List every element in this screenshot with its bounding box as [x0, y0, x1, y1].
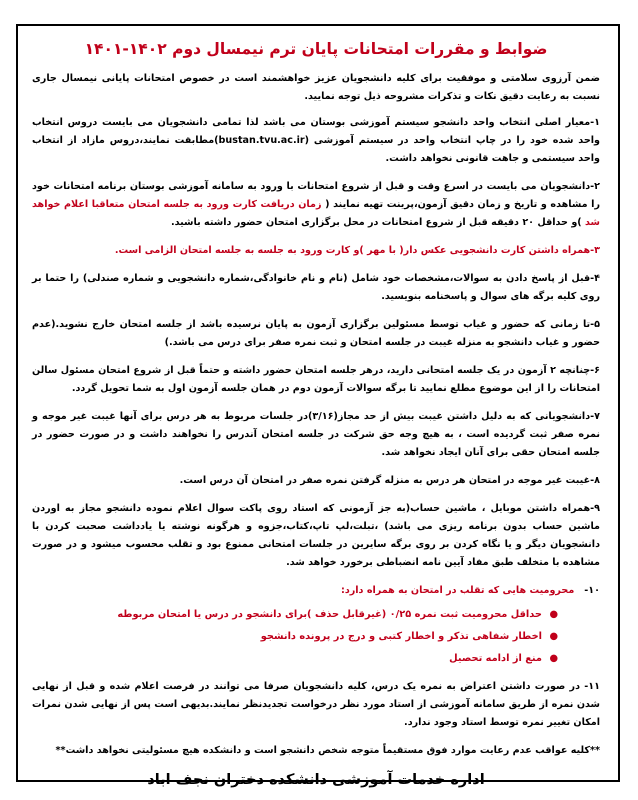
rule-2 [32, 178, 600, 232]
penalty-item [32, 604, 558, 626]
rule-6: ۶-چنانچه ۲ آزمون در یک جلسه امتحانی دارید، درهر جلسه امتحان حضور داشته و حتماً قبل از شروع امتحان مسئول سالن امتحانات را از این موضوع مطلع نمایید تا برگه سوالات آزمون دوم در همان جلسه آزمون اول به شما تحویل گردد. [32, 365, 601, 394]
bustan-link: (bustan.tvu.ac.ir) [214, 135, 310, 146]
rule-3: ۳-همراه داشتن کارت دانشجویی عکس دار( با مهر )و کارت ورود به جلسه به جلسه امتحان الزامی است. [114, 245, 600, 256]
bullet-icon: ● [549, 609, 558, 620]
rule-10-heading [32, 582, 600, 600]
penalty-item-text: اخطار شفاهی تذکر و اخطار کتبی و درج در پرونده دانشجو [260, 631, 542, 642]
rule-5: ۵-تا زمانی که حضور و غیاب توسط مسئولین برگزاری آزمون به پایان نرسیده باشد از جلسه امتحان خارج نشوید.(عدم حضور و غیاب دانشجو به منزله غیبت در جلسه امتحان و ثبت نمره صفر برای درس می باشد.) [32, 319, 600, 348]
rule-8: ۸-غیبت غیر موجه در امتحان هر درس به منزله گرفتن نمره صفر در امتحان آن درس است. [179, 475, 600, 486]
penalty-item-text: حداقل محرومیت ثبت نمره ۰/۲۵ (غیرقابل حذف )برای دانشجو در درس یا امتحان مربوطه [117, 609, 542, 620]
rule-10-number: ۱۰- [584, 585, 600, 596]
rule-2-text-start: ۲-دانشجویان می بایست در اسرع وقت و قبل از شروع امتحانات با ورود به سامانه آموزشی بوستان برنامه امتحانات خود را مشاهده و تاریخ و زمان دقیق آزمون،پرینت تهیه نمایند ( [32, 181, 600, 210]
rule-4: ۴-قبل از پاسخ دادن به سوالات،مشخصات خود شامل (نام و نام خانوادگی،شماره دانشجویی و شماره صندلی) را حتما بر روی کلیه برگه های سوال و پاسخنامه بنویسید. [32, 273, 600, 302]
page-title: ضوابط و مقررات امتحانات پایان ترم نیمسال دوم ۱۴۰۲-۱۴۰۱ [84, 40, 548, 58]
bullet-icon: ● [549, 631, 558, 642]
penalty-item [32, 626, 558, 648]
rule-1-text-end: مطابقت نمایند،دروس مازاد از انتخاب واحد سیستمی و جاهت قانونی نخواهد داشت. [32, 135, 600, 164]
bullet-icon: ● [549, 653, 558, 664]
responsibility-note: **کلیه عواقب عدم رعایت موارد فوق مستقیماً متوجه شخص دانشجو است و دانشکده هیچ مسئولیتی نخواهد داشت** [55, 745, 600, 756]
intro-paragraph: ضمن آرزوی سلامتی و موفقیت برای کلیه دانشجویان عزیز خواهشمند است در خصوص امتحانات پایانی نیمسال جاری نسبت به رعایت دقیق نکات و تذکرات مشروحه ذیل توجه نمایید. [32, 73, 600, 102]
notice-frame [16, 24, 620, 788]
rule-1 [32, 114, 600, 168]
rule-11: ۱۱- در صورت داشتن اعتراض به نمره یک درس، کلیه دانشجویان صرفا می توانند در فرصت اعلام شده و قبل از نهایی شدن نمره از طریق سامانه آموزشی از استاد مورد نظر درخواست تجدیدنظر نمایند.بدیهی است پس از نهایی شدن نمرات امکان تغییر نمره توسط استاد وجود ندارد. [32, 681, 600, 728]
rule-9: ۹-همراه داشتن موبایل ، ماشین حساب(به جز آزمونی که استاد روی پاکت سوال اعلام نموده دانشجو مجاز به اوردن ماشین حساب بدون برنامه ریزی می باشد) ،تبلت،لپ تاپ،کتاب،جزوه و هرگونه نوشته یا یادداشت صحبت کردن با دانشجویان دیگر و یا نگاه کردن بر روی برگه سایرین در جلسات امتحانی ممنوع بود و تقلب محسوب میشود و در صورت مشاهده با متخلف طبق مفاد آیین نامه انضباطی برخورد خواهد شد. [32, 503, 600, 568]
rule-1-text-start: ۱-معیار اصلی انتخاب واحد دانشجو سیستم آموزشی بوستان می باشد لذا تمامی دانشجویان می بایست دروس انتخاب واحد شده خود را در چاپ انتخاب واحد در سیستم آموزشی [32, 117, 601, 146]
rule-2-red-note: زمان دریافت کارت ورود به جلسه امتحان متعاقبا اعلام خواهد شد [32, 199, 600, 228]
office-signature: اداره خدمات آموزشی دانشکده دختران نجف اباد [147, 772, 485, 788]
penalty-item [32, 648, 558, 670]
rule-7: ۷-دانشجویانی که به دلیل داشتن غیبت بیش از حد مجاز(۳/۱۶)در جلسات مربوط به هر درس برای آنها غیبت غیر موجه و نمره صفر ثبت گردیده است ، به هیچ وجه حق شرکت در جلسه امتحان آندرس را نخواهند داشت و در صورت حضور در جلسه امتحان حقی برای آنان ایجاد نخواهد شد. [32, 411, 600, 458]
rule-2-text-end: )و حداقل ۲۰ دقیقه قبل از شروع امتحانات در محل برگزاری امتحان حضور داشته باشید. [170, 217, 586, 228]
penalty-list [32, 604, 600, 670]
rule-10-title: محرومیت هایی که تقلب در امتحان به همراه دارد: [340, 585, 575, 596]
penalty-item-text: منع از ادامه تحصیل [449, 653, 542, 664]
